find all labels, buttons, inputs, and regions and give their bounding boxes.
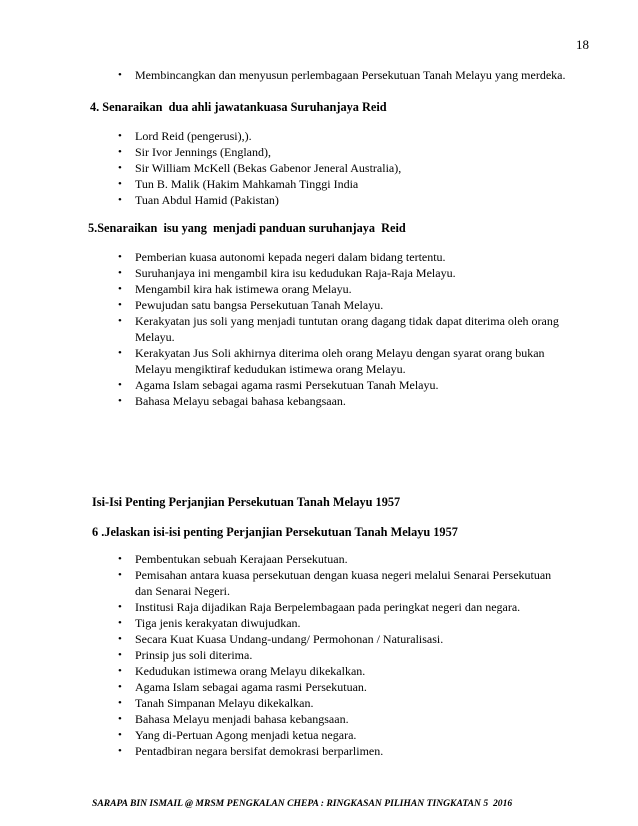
list-item: [118, 144, 401, 160]
bullet-icon: •: [118, 162, 122, 174]
list-item-text: Membincangkan dan menyusun perlembagaan Persekutuan Tanah Melayu yang merdeka.: [135, 68, 566, 82]
bullet-icon: •: [118, 251, 122, 263]
list-item-text: Secara Kuat Kuasa Undang-undang/ Permohonan / Naturalisasi.: [135, 632, 444, 646]
bullet-icon: •: [118, 315, 122, 327]
section-5-heading: 5.Senaraikan isu yang menjadi panduan suruhanjaya Reid: [88, 221, 406, 235]
list-item-text: Tiga jenis kerakyatan diwujudkan.: [135, 616, 301, 630]
bullet-icon: •: [118, 299, 122, 311]
list-item-text: Pemberian kuasa autonomi kepada negeri dalam bidang tertentu.: [135, 250, 446, 264]
list-item-text: Tun B. Malik (Hakim Mahkamah Tinggi India: [135, 177, 359, 191]
list-item: [118, 743, 595, 759]
list-item: [118, 615, 595, 631]
bullet-icon: •: [118, 130, 122, 142]
page-number: 18: [576, 37, 589, 52]
bullet-icon: •: [118, 146, 122, 158]
list-item: [118, 265, 595, 281]
list-item-text: Agama Islam sebagai agama rasmi Persekutuan.: [135, 680, 367, 694]
bullet-icon: •: [118, 395, 122, 407]
page-footer: SARAPA BIN ISMAIL @ MRSM PENGKALAN CHEPA : RINGKASAN PILIHAN TINGKATAN 5 2016: [92, 798, 513, 809]
list-item: [118, 663, 595, 679]
bullet-icon: •: [118, 713, 122, 725]
list-item: [118, 313, 595, 345]
list-item-text: Institusi Raja dijadikan Raja Berpelembagaan pada peringkat negeri dan negara.: [135, 600, 521, 614]
list-item-text: Sir William McKell (Bekas Gabenor Jeneral Australia),: [135, 161, 402, 175]
bullet-icon: •: [118, 194, 122, 206]
section-4-list: [118, 128, 402, 208]
list-item: [118, 345, 595, 377]
bullet-icon: •: [118, 729, 122, 741]
list-item-text: Agama Islam sebagai agama rasmi Persekutuan Tanah Melayu.: [135, 378, 439, 392]
list-item: [118, 631, 595, 647]
bullet-icon: •: [118, 267, 122, 279]
bullet-icon: •: [118, 681, 122, 693]
section-title: Isi-Isi Penting Perjanjian Persekutuan Tanah Melayu 1957: [92, 495, 401, 509]
list-item: [118, 727, 595, 743]
list-item-text: Kedudukan istimewa orang Melayu dikekalkan.: [135, 664, 366, 678]
bullet-icon: •: [118, 649, 122, 661]
bullet-icon: •: [118, 697, 122, 709]
list-item-text: Kerakyatan Jus Soli akhirnya diterima oleh orang Melayu dengan syarat orang bukan: [135, 346, 545, 360]
bullet-icon: •: [118, 601, 122, 613]
list-item-text: Pembentukan sebuah Kerajaan Persekutuan.: [135, 552, 348, 566]
list-item-text: Pemisahan antara kuasa persekutuan dengan kuasa negeri melalui Senarai Persekutuan: [135, 568, 552, 582]
list-item-text: Suruhanjaya ini mengambil kira isu kedudukan Raja-Raja Melayu.: [135, 266, 456, 280]
list-item-text: Pentadbiran negara bersifat demokrasi berparlimen.: [135, 744, 384, 758]
list-item: [118, 599, 595, 615]
list-item: [118, 377, 595, 393]
bullet-icon: •: [118, 633, 122, 645]
list-item: [118, 711, 595, 727]
list-item: [118, 160, 402, 176]
list-item-text-continued: Melayu.: [135, 330, 175, 344]
list-item-text: Kerakyatan jus soli yang menjadi tuntutan orang dagang tidak dapat diterima oleh orang: [135, 314, 559, 328]
bullet-icon: •: [118, 745, 122, 757]
bullet-icon: •: [118, 617, 122, 629]
bullet-icon: •: [118, 347, 122, 359]
bullet-icon: •: [118, 553, 122, 565]
list-item-text: Bahasa Melayu menjadi bahasa kebangsaan.: [135, 712, 349, 726]
section-6-heading: 6 .Jelaskan isi-isi penting Perjanjian Persekutuan Tanah Melayu 1957: [92, 525, 458, 539]
list-item: [118, 679, 595, 695]
list-item-text: Lord Reid (pengerusi),).: [135, 129, 252, 143]
list-item: [118, 67, 566, 83]
list-item-text-continued: Melayu mengiktiraf kedudukan istimewa orang Melayu.: [135, 362, 406, 376]
bullet-icon: •: [118, 379, 122, 391]
list-item: [118, 128, 401, 144]
list-item: [118, 393, 595, 409]
list-item: [118, 176, 401, 192]
bullet-icon: •: [118, 283, 122, 295]
list-item-text-continued: dan Senarai Negeri.: [135, 584, 230, 598]
bullet-icon: •: [118, 69, 122, 81]
list-item: [118, 249, 595, 265]
list-item-text: Bahasa Melayu sebagai bahasa kebangsaan.: [135, 394, 346, 408]
bullet-icon: •: [118, 569, 122, 581]
bullet-icon: •: [118, 665, 122, 677]
list-item: [118, 192, 401, 208]
list-item: [118, 281, 595, 297]
list-item-text: Tanah Simpanan Melayu dikekalkan.: [135, 696, 314, 710]
list-item: [118, 695, 595, 711]
list-item: [118, 551, 595, 567]
list-item: [118, 297, 595, 313]
list-item: [118, 567, 595, 599]
list-item-text: Yang di-Pertuan Agong menjadi ketua negara.: [135, 728, 357, 742]
section-4-heading: 4. Senaraikan dua ahli jawatankuasa Suruhanjaya Reid: [90, 100, 387, 114]
list-item-text: Prinsip jus soli diterima.: [135, 648, 253, 662]
list-item-text: Pewujudan satu bangsa Persekutuan Tanah Melayu.: [135, 298, 384, 312]
section-5-list: [118, 249, 595, 409]
list-item: [118, 647, 595, 663]
intro-list: [118, 67, 566, 83]
section-6-list: [118, 551, 595, 759]
bullet-icon: •: [118, 178, 122, 190]
list-item-text: Tuan Abdul Hamid (Pakistan): [135, 193, 279, 207]
list-item-text: Sir Ivor Jennings (England),: [135, 145, 271, 159]
list-item-text: Mengambil kira hak istimewa orang Melayu.: [135, 282, 352, 296]
